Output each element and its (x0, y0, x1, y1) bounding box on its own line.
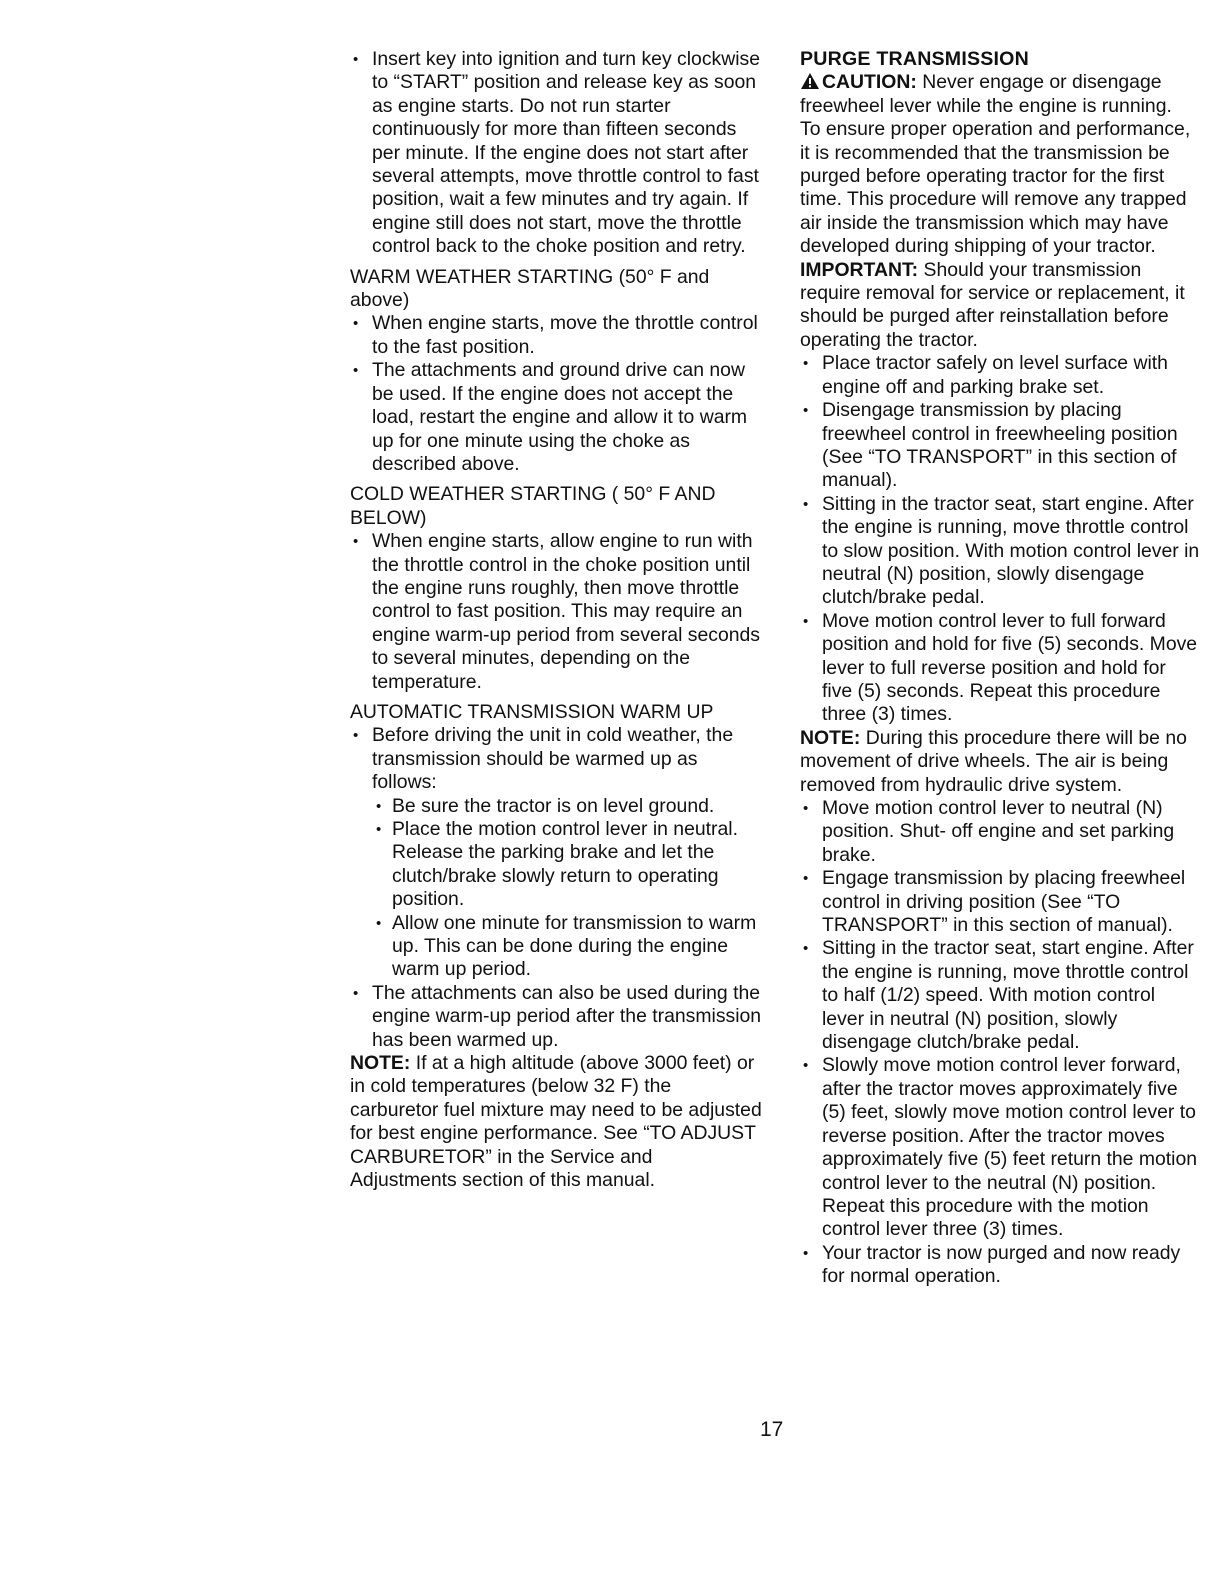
list-item: • The attachments and ground drive can now be used. If the engine does not accept the load, restart the engine and allow it to warm up for one minute using the choke as described above. (350, 359, 762, 476)
important-label: IMPORTANT: (800, 258, 919, 281)
note-label: NOTE: (800, 726, 861, 749)
purge-intro: To ensure proper operation and performance, it is recommended that the transmission be purged before operating tractor for the first time. This procedure will remove any trapped air inside the transmission which may have developed during shipping of your tractor. (800, 118, 1191, 258)
important-text: Should your transmission require removal for service or replacement, it should be purged after reinstallation before operating the tractor. (800, 258, 1185, 351)
altitude-note (350, 1052, 762, 1192)
list-item: • When engine starts, move the throttle control to the fast position. (350, 312, 762, 359)
list-item: • Insert key into ignition and turn key clockwise to “START” position and release key as soon as engine starts. Do not run starter continuously for more than fifteen seconds per minute. If the engine does not start after several attempts, move throttle control to fast position, wait a few minutes and try again. If engine still does not start, move the throttle control back to the choke position and retry. (350, 48, 762, 259)
sub-list-item: • Be sure the tractor is on level ground. (372, 795, 762, 818)
warm-up-sub-list (372, 795, 762, 982)
sub-list-item: • Place the motion control lever in neutral. Release the parking brake and let the clutch/brake slowly return to operating position. (372, 818, 762, 912)
left-column (350, 48, 762, 1193)
page-number: 17 (760, 1418, 784, 1441)
list-item (350, 724, 762, 981)
purge-steps-list-1 (800, 352, 1200, 727)
list-item: • The attachments can also be used during the engine warm-up period after the transmission has been warmed up. (350, 982, 762, 1052)
starting-steps-list (350, 48, 762, 259)
note-label: NOTE: (350, 1052, 411, 1075)
warm-weather-heading: WARM WEATHER STARTING (50° F and above) (350, 265, 710, 312)
list-item: • Sitting in the tractor seat, start engine. After the engine is running, move throttle control to half (1/2) speed. With motion control lever in neutral (N) position, slowly disengage clutch/brake pedal. (800, 937, 1200, 1054)
list-item: • Slowly move motion control lever forward, after the tractor moves approximately five (5) feet, slowly move motion control lever to reverse position. After the tractor moves approximately five (5) feet return the motion control lever to the neutral (N) position. Repeat this procedure with the motion control lever three (3) times. (800, 1054, 1200, 1241)
list-item: • Engage transmission by placing freewheel control in driving position (See “TO TRANSPORT” in this section of manual). (800, 867, 1200, 937)
sub-list-item: • Allow one minute for transmission to warm up. This can be done during the engine warm up period. (372, 912, 762, 982)
warning-triangle-icon (800, 71, 820, 94)
list-item: • When engine starts, allow engine to run with the throttle control in the choke position until the engine runs roughly, then move throttle control to fast position. This may require an engine warm-up period from several seconds to several minutes, depending on the temperature. (350, 530, 762, 694)
list-item: • Move motion control lever to neutral (N) position. Shut- off engine and set parking brake. (800, 797, 1200, 867)
warm-weather-list (350, 312, 762, 476)
transmission-warm-up-heading: AUTOMATIC TRANSMISSION WARM UP (350, 700, 714, 723)
list-item: • Move motion control lever to full forward position and hold for five (5) seconds. Move lever to full reverse position and hold for five (5) seconds. Repeat this procedure three (3) times. (800, 610, 1200, 727)
list-item: • Disengage transmission by placing freewheel control in freewheeling position (See “TO TRANSPORT” in this section of manual). (800, 399, 1200, 493)
caution-text: Never engage or disengage freewheel lever while the engine is running. (800, 71, 1172, 117)
important-notice (800, 259, 1200, 353)
cold-weather-list (350, 530, 762, 694)
transmission-warm-up-list (350, 724, 762, 1052)
caution-label: CAUTION: (822, 71, 917, 94)
purge-transmission-heading: PURGE TRANSMISSION (800, 48, 1029, 70)
purge-note (800, 727, 1200, 797)
cold-weather-heading: COLD WEATHER STARTING ( 50° F AND BELOW) (350, 483, 716, 529)
note-text: During this procedure there will be no movement of drive wheels. The air is being removed from hydraulic drive system. (800, 726, 1187, 796)
caution-notice (800, 71, 1200, 118)
list-item-text: Before driving the unit in cold weather, the transmission should be warmed up as follows: (372, 724, 734, 794)
right-column (800, 48, 1200, 1289)
list-item: • Your tractor is now purged and now ready for normal operation. (800, 1242, 1200, 1289)
list-item: • Sitting in the tractor seat, start engine. After the engine is running, move throttle control to slow position. With motion control lever in neutral (N) position, slowly disengage clutch/brake pedal. (800, 493, 1200, 610)
list-item: • Place tractor safely on level surface with engine off and parking brake set. (800, 352, 1200, 399)
purge-steps-list-2 (800, 797, 1200, 1289)
note-text: If at a high altitude (above 3000 feet) or in cold temperatures (below 32 F) the carburetor fuel mixture may need to be adjusted for best engine performance. See “TO ADJUST CARBURETOR” in the Service and Adjustments section of this manual. (350, 1052, 762, 1192)
